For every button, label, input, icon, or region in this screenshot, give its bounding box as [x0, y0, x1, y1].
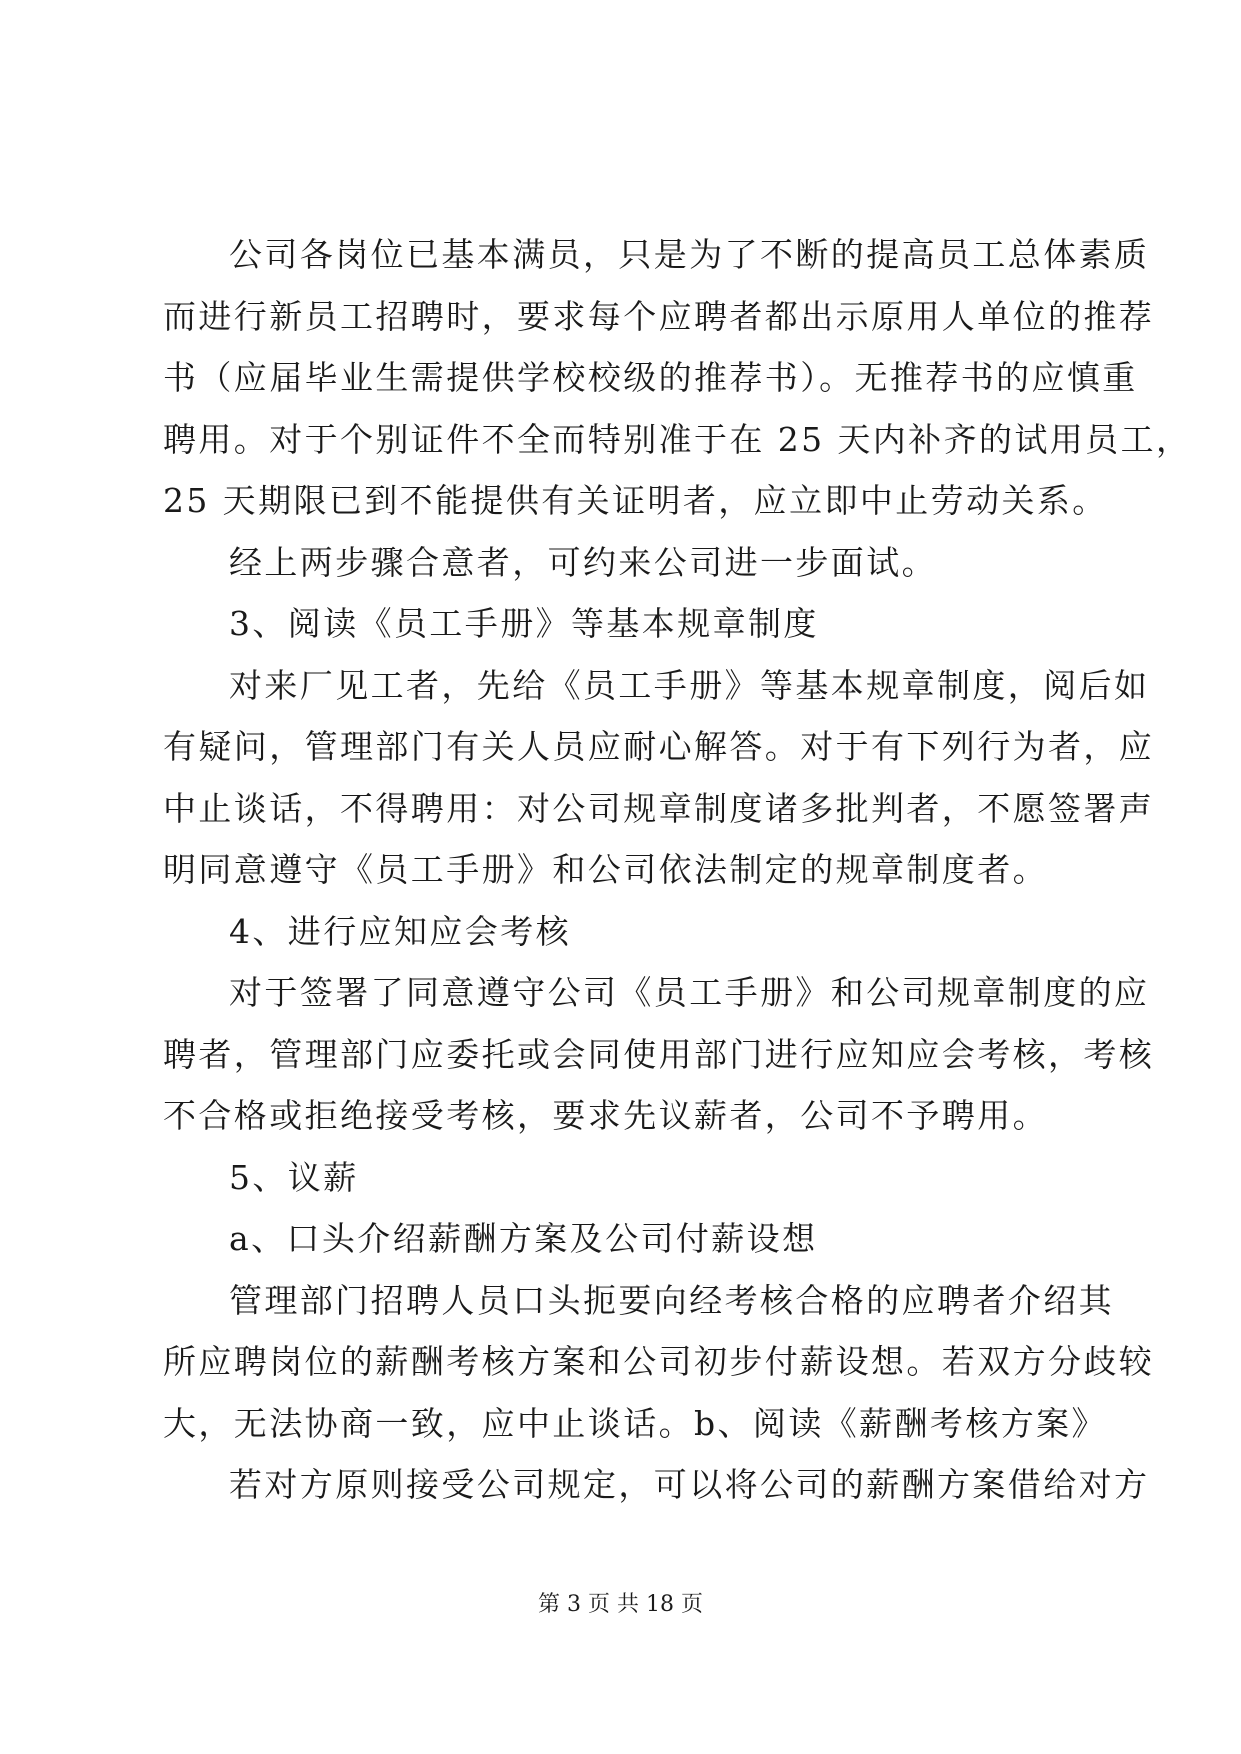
paragraph-line: 所应聘岗位的薪酬考核方案和公司初步付薪设想。若双方分歧较	[163, 1342, 1155, 1381]
paragraph-line: 若对方原则接受公司规定，可以将公司的薪酬方案借给对方	[229, 1465, 1150, 1504]
paragraph-line: 25 天期限已到不能提供有关证明者，应立即中止劳动关系。	[163, 481, 1108, 520]
paragraph-line: 明同意遵守《员工手册》和公司依法制定的规章制度者。	[163, 850, 1048, 889]
page-number-footer: 第 3 页 共 18 页	[538, 1592, 703, 1617]
paragraph-line: 聘者，管理部门应委托或会同使用部门进行应知应会考核，考核	[163, 1034, 1155, 1074]
paragraph-line: 公司各岗位已基本满员，只是为了不断的提高员工总体素质	[229, 235, 1150, 274]
paragraph-line: 对于签署了同意遵守公司《员工手册》和公司规章制度的应	[229, 973, 1150, 1012]
paragraph-line: 大，无法协商一致，应中止谈话。b、阅读《薪酬考核方案》	[163, 1403, 1107, 1443]
section-heading: 3、阅读《员工手册》等基本规章制度	[229, 604, 819, 643]
paragraph-line: 经上两步骤合意者，可约来公司进一步面试。	[229, 542, 937, 582]
paragraph-line: 书（应届毕业生需提供学校校级的推荐书）。无推荐书的应慎重	[163, 358, 1138, 397]
paragraph-line: 不合格或拒绝接受考核，要求先议薪者，公司不予聘用。	[163, 1096, 1048, 1135]
document-body	[163, 224, 1192, 1516]
paragraph-line: 对来厂见工者，先给《员工手册》等基本规章制度，阅后如	[229, 665, 1150, 705]
subsection-heading: a、口头介绍薪酬方案及公司付薪设想	[229, 1219, 818, 1258]
paragraph-line: 而进行新员工招聘时，要求每个应聘者都出示原用人单位的推荐	[163, 296, 1155, 336]
section-heading: 4、进行应知应会考核	[229, 911, 571, 951]
paragraph-line: 聘用。对于个别证件不全而特别准于在 25 天内补齐的试用员工，	[163, 419, 1192, 459]
section-heading: 5、议薪	[229, 1157, 359, 1197]
paragraph-line: 有疑问，管理部门有关人员应耐心解答。对于有下列行为者，应	[163, 727, 1155, 766]
paragraph-line: 中止谈话，不得聘用：对公司规章制度诸多批判者，不愿签署声	[163, 788, 1155, 828]
paragraph-line: 管理部门招聘人员口头扼要向经考核合格的应聘者介绍其	[229, 1280, 1114, 1320]
